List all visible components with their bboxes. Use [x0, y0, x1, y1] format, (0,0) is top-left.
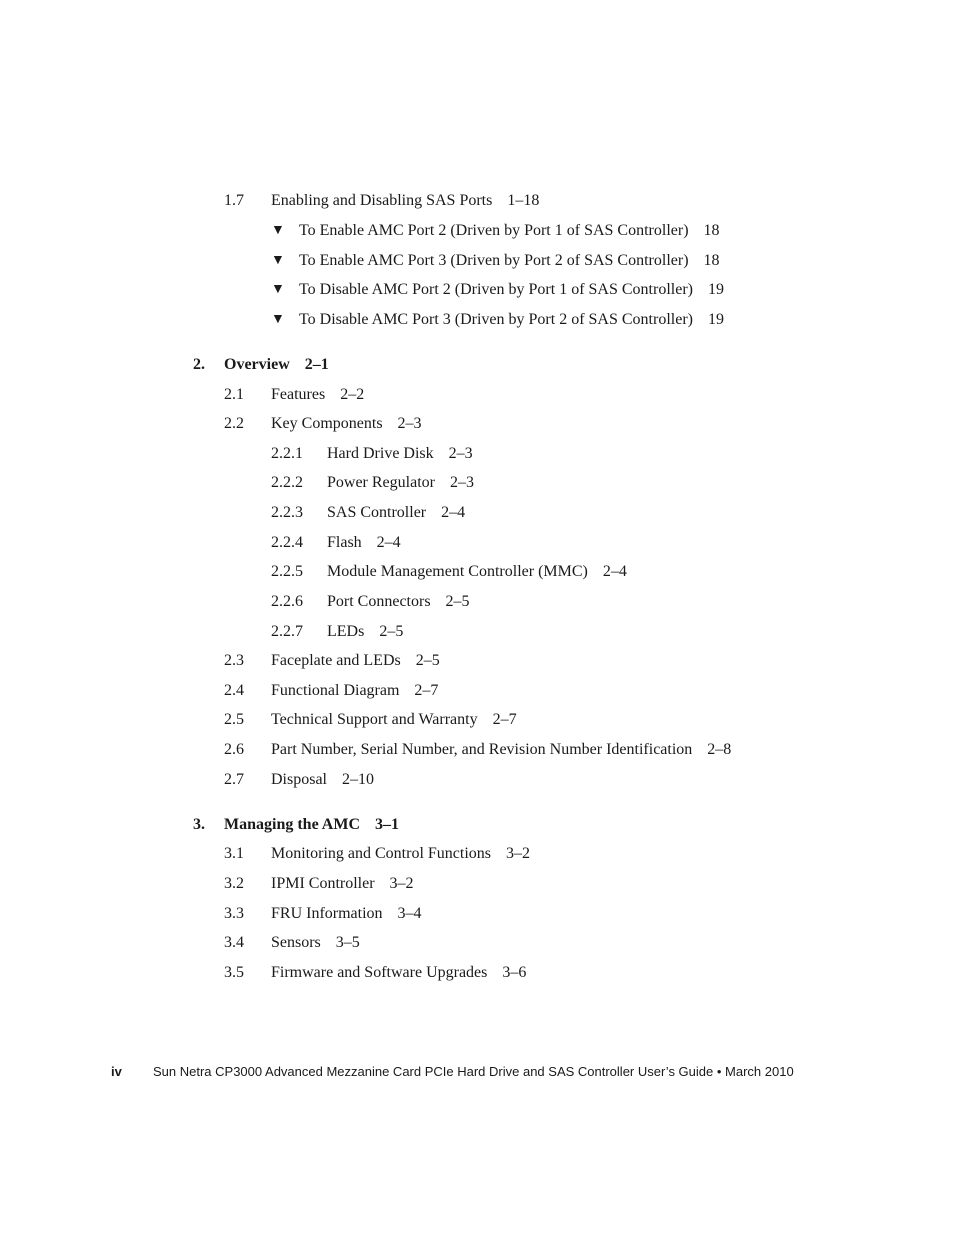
triangle-bullet-icon: ▼ [271, 223, 285, 238]
toc-entry-number: 2.2 [224, 415, 244, 432]
toc-entry-title-line [271, 963, 526, 983]
chapter-number: 3. [193, 816, 205, 833]
toc-entry-title-line [224, 815, 399, 835]
toc-entry-page: 2–5 [379, 623, 404, 640]
toc-entry-title-line [271, 191, 539, 211]
toc-entry-page: 2–4 [376, 534, 401, 551]
triangle-bullet-icon: ▼ [271, 253, 285, 268]
toc-entry-page: 2–2 [340, 386, 365, 403]
toc-entry-title-line [299, 310, 724, 330]
toc-entry-page: 2–5 [415, 652, 440, 669]
toc-entry-title-line [327, 562, 627, 582]
toc-entry-page: 2–4 [441, 504, 466, 521]
toc-entry-title-line [327, 444, 473, 464]
toc-entry-title: Faceplate and LEDs [271, 652, 401, 669]
chapter-title: Overview [224, 356, 290, 373]
toc-entry-page: 19 [707, 311, 724, 328]
toc-entry-title-line [271, 414, 422, 434]
toc-entry-title: Flash [327, 534, 362, 551]
toc-entry-number: 3.1 [224, 845, 244, 862]
toc-entry-title-line [271, 770, 374, 790]
toc-entry-page: 2–7 [414, 682, 439, 699]
toc-entry-number: 2.1 [224, 386, 244, 403]
toc-entry-page: 2–8 [707, 741, 732, 758]
toc-entry-number: 3.2 [224, 875, 244, 892]
toc-entry-title-line [271, 904, 422, 924]
toc-entry-title: Technical Support and Warranty [271, 711, 478, 728]
toc-entry-title-line [271, 933, 360, 953]
toc-entry-title-line [327, 592, 470, 612]
toc-entry-title-line [271, 651, 440, 671]
toc-entry-title: SAS Controller [327, 504, 427, 521]
toc-entry-title-line [271, 710, 517, 730]
toc-entry-title-line [271, 874, 414, 894]
triangle-bullet-icon: ▼ [271, 282, 285, 297]
toc-entry-title-line [271, 385, 364, 405]
toc-entry-title: Key Components [271, 415, 383, 432]
toc-entry-title: To Enable AMC Port 3 (Driven by Port 2 of SAS Controller) [299, 252, 689, 269]
toc-entry-title-line [327, 622, 403, 642]
toc-entry-number: 2.6 [224, 741, 244, 758]
toc-entry-page: 18 [703, 222, 720, 239]
toc-entry-title: Features [271, 386, 326, 403]
toc-entry-number: 2.2.1 [271, 445, 303, 462]
toc-entry-title-line [327, 533, 401, 553]
toc-entry-number: 2.2.4 [271, 534, 303, 551]
toc-entry-page: 2–7 [492, 711, 517, 728]
toc-entry-title: Port Connectors [327, 593, 431, 610]
toc-entry-title-line [327, 473, 474, 493]
chapter-page: 2–1 [304, 356, 329, 373]
toc-entry-title: To Disable AMC Port 2 (Driven by Port 1 of SAS Controller) [299, 281, 693, 298]
toc-entry-page: 19 [707, 281, 724, 298]
toc-entry-page: 2–3 [448, 445, 473, 462]
toc-entry-page: 18 [703, 252, 720, 269]
toc-entry-title-line [299, 280, 724, 300]
toc-entry-title: FRU Information [271, 905, 383, 922]
toc-entry-number: 2.2.2 [271, 474, 303, 491]
page-footer [111, 1063, 794, 1081]
toc-entry-number: 3.3 [224, 905, 244, 922]
toc-entry-title-line [271, 740, 731, 760]
toc-entry-page: 3–2 [506, 845, 530, 862]
toc-entry-number: 2.2.3 [271, 504, 303, 521]
toc-entry-page: 3–4 [397, 905, 422, 922]
toc-entry-title: Firmware and Software Upgrades [271, 964, 488, 981]
toc-entry-number: 2.7 [224, 771, 244, 788]
toc-entry-page: 3–2 [389, 875, 414, 892]
page-folio: iv [111, 1064, 122, 1079]
toc-entry-title: To Disable AMC Port 3 (Driven by Port 2 of SAS Controller) [299, 311, 693, 328]
toc-entry-title-line [271, 681, 438, 701]
toc-entry-page: 2–3 [449, 474, 474, 491]
chapter-title: Managing the AMC [224, 816, 360, 833]
toc-entry-number: 2.3 [224, 652, 244, 669]
toc-entry-number: 2.2.6 [271, 593, 303, 610]
toc-entry-title: Hard Drive Disk [327, 445, 434, 462]
toc-entry-page: 2–10 [342, 771, 374, 788]
toc-entry-page: 2–4 [602, 563, 627, 580]
toc-entry-title-line [224, 355, 329, 375]
toc-entry-title: Disposal [271, 771, 327, 788]
toc-entry-number: 1.7 [224, 192, 244, 209]
triangle-bullet-icon: ▼ [271, 312, 285, 327]
chapter-number: 2. [193, 356, 205, 373]
toc-entry-page: 1–18 [507, 192, 540, 209]
toc-entry-title: IPMI Controller [271, 875, 375, 892]
toc-entry-title-line [299, 221, 720, 241]
toc-entry-number: 2.2.7 [271, 623, 303, 640]
toc-entry-title-line [327, 503, 465, 523]
toc-entry-page: 2–3 [397, 415, 422, 432]
toc-entry-page: 3–5 [335, 934, 360, 951]
toc-entry-title: Enabling and Disabling SAS Ports [271, 192, 493, 209]
toc-entry-page: 3–6 [502, 964, 527, 981]
chapter-page: 3–1 [375, 816, 399, 833]
toc-entry-title: To Enable AMC Port 2 (Driven by Port 1 of SAS Controller) [299, 222, 689, 239]
toc-entry-title: Part Number, Serial Number, and Revision Number Identification [271, 741, 693, 758]
toc-entry-title: Monitoring and Control Functions [271, 845, 491, 862]
toc-entry-title: Functional Diagram [271, 682, 400, 699]
toc-entry-number: 2.4 [224, 682, 244, 699]
toc-entry-number: 3.4 [224, 934, 244, 951]
toc-entry-number: 2.5 [224, 711, 244, 728]
footer-text: Sun Netra CP3000 Advanced Mezzanine Card PCIe Hard Drive and SAS Controller User’s Guide • March 2010 [153, 1064, 794, 1079]
toc-entry-title: LEDs [327, 623, 365, 640]
toc-entry-number: 2.2.5 [271, 563, 303, 580]
toc-entry-title: Sensors [271, 934, 321, 951]
toc-entry-number: 3.5 [224, 964, 244, 981]
toc-entry-title: Power Regulator [327, 474, 435, 491]
toc-entry-title-line [271, 844, 530, 864]
toc-entry-page: 2–5 [445, 593, 470, 610]
toc-entry-title: Module Management Controller (MMC) [327, 563, 588, 580]
toc-entry-title-line [299, 251, 720, 271]
